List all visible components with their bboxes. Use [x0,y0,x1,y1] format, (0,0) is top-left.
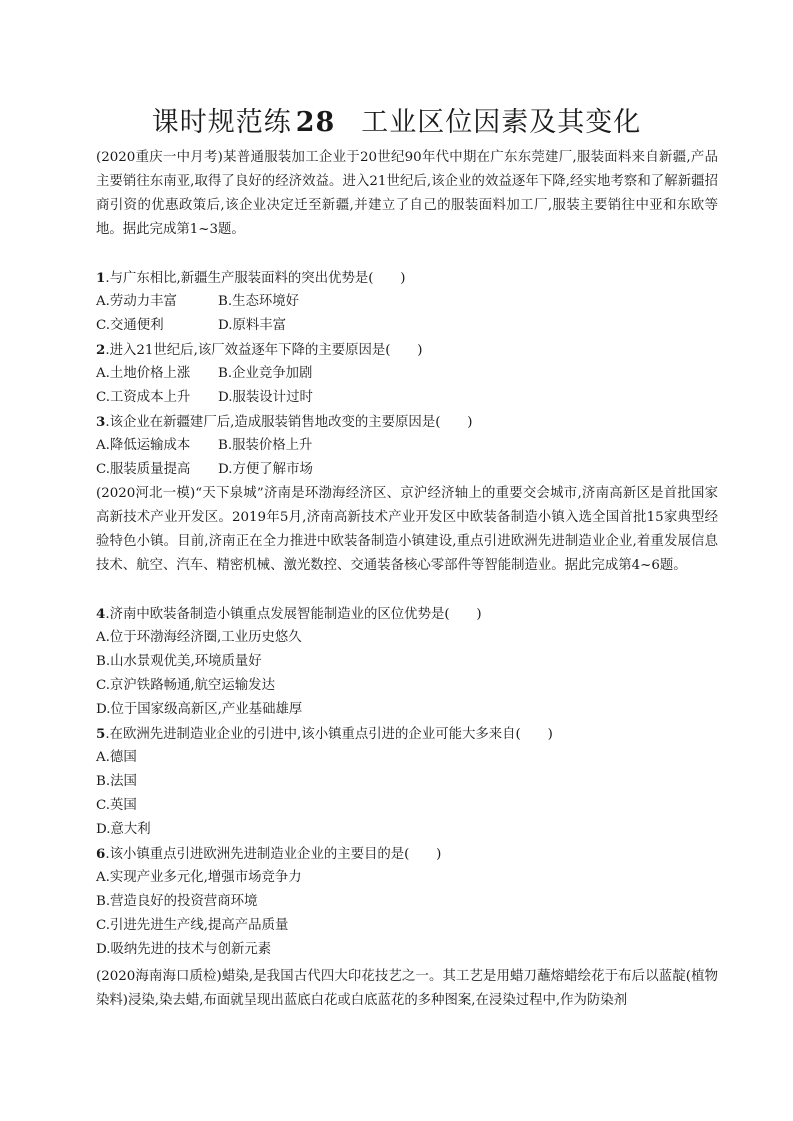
question-4-stem: 4.济南中欧装备制造小镇重点发展智能制造业的区位优势是( ) [96,606,482,622]
question-3-stem: 3.该企业在新疆建厂后,造成服装销售地改变的主要原因是( ) [96,414,473,430]
option: B.企业竞争加剧 [218,366,313,381]
option: C.引进先进生产线,提高产品质量 [96,918,289,933]
option: A.德国 [96,750,137,765]
option: C.交通便利 [96,318,164,333]
option: A.实现产业多元化,增强市场竞争力 [96,870,302,885]
page-title [0,100,793,139]
passage-2: (2020河北一模)“天下泉城”济南是环渤海经济区、京沪经济轴上的重要交会城市,济南高新区是首批国家高新技术产业开发区。2019年5月,济南高新技术产业开发区中欧装备制造小镇入选全国首批15家典型经验特色小镇。目前,济南正在全力推进中欧装备制造小镇建设,重点引进欧洲先进制造业企业,着重发展信息技术、航空、汽车、精密机械、激光数控、交通装备核心零部件等智能制造业。据此完成第4~6题。 [96,486,718,573]
passage-3: (2020海南海口质检)蜡染,是我国古代四大印花技艺之一。其工艺是用蜡刀蘸熔蜡绘花于布后以蓝靛(植物染料)浸染,染去蜡,布面就呈现出蓝底白花或白底蓝花的多种图案,在浸染过程中,作为防染剂 [96,969,718,1008]
title-topic: 工业区位因素及其变化 [361,107,642,138]
option: B.服装价格上升 [218,438,313,453]
question-6-stem: 6.该小镇重点引进欧洲先进制造业企业的主要目的是( ) [96,846,442,862]
option: D.服装设计过时 [218,390,313,405]
option: C.服装质量提高 [96,462,191,477]
option: B.山水景观优美,环境质量好 [96,654,262,669]
option: D.方便了解市场 [218,462,313,477]
option: C.工资成本上升 [96,390,191,405]
option: A.土地价格上涨 [96,366,191,381]
option: C.英国 [96,798,137,813]
option: B.生态环境好 [218,294,300,309]
option: B.营造良好的投资营商环境 [96,894,258,909]
option: D.吸纳先进的技术与创新元素 [96,942,272,957]
title-number: 28 [295,107,336,138]
question-2-stem: 2.进入21世纪后,该厂效益逐年下降的主要原因是( ) [96,342,423,358]
option: A.降低运输成本 [96,438,191,453]
option: A.位于环渤海经济圈,工业历史悠久 [96,630,302,645]
option: B.法国 [96,774,137,789]
title-prefix: 课时规范练 [151,107,292,138]
option: D.意大利 [96,822,151,837]
option: D.位于国家级高新区,产业基础雄厚 [96,702,303,717]
passage-1: (2020重庆一中月考)某普通服装加工企业于20世纪90年代中期在广东东莞建厂,服装面料来自新疆,产品主要销往东南亚,取得了良好的经济效益。进入21世纪后,该企业的效益逐年下降,经实地考察和了解新疆招商引资的优惠政策后,该企业决定迁至新疆,并建立了自己的服装面料加工厂,服装主要销往中亚和东欧等地。据此完成第1~3题。 [96,150,718,237]
option: A.劳动力丰富 [96,294,177,309]
option: D.原料丰富 [218,318,287,333]
question-1-stem: 1.与广东相比,新疆生产服装面料的突出优势是( ) [96,270,406,286]
question-5-stem: 5.在欧洲先进制造业企业的引进中,该小镇重点引进的企业可能大多来自( ) [96,726,553,742]
option: C.京沪铁路畅通,航空运输发达 [96,678,275,693]
